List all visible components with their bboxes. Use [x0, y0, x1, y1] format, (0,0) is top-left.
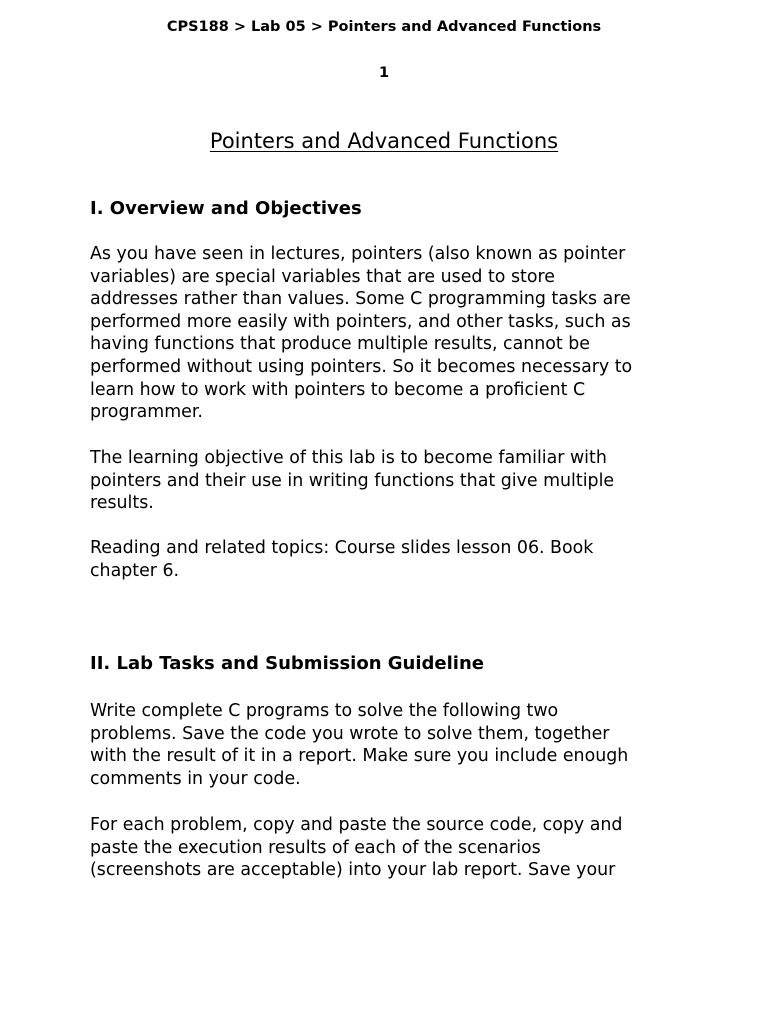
lab-tasks-paragraph-submission: For each problem, copy and paste the source code, copy and paste the execution results of each of the scenarios (screenshots are acceptable) into your lab report. Save your: [90, 815, 623, 881]
lab-tasks-paragraph-programs: Write complete C programs to solve the following two problems. Save the code you wrote to solve them, together with the result of it in a report. Make sure you include enough comments in your code.: [90, 701, 629, 789]
overview-paragraph-objective: The learning objective of this lab is to become familiar with pointers and their use in writing functions that give multiple results.: [90, 448, 615, 514]
section-heading-overview: I. Overview and Objectives: [90, 198, 362, 219]
section-heading-lab-tasks: II. Lab Tasks and Submission Guideline: [90, 653, 484, 674]
overview-paragraph-reading: Reading and related topics: Course slides lesson 06. Book chapter 6.: [90, 538, 594, 581]
document-title: Pointers and Advanced Functions: [209, 129, 559, 153]
overview-paragraph-pointers: As you have seen in lectures, pointers (also known as pointer variables) are special variables that are used to store addresses rather than values. Some C programming tasks are performed more easily with pointers, and other tasks, such as having functions that produce multiple results, cannot be performed without using pointers. So it becomes necessary to learn how to work with pointers to become a proficient C programmer.: [90, 244, 633, 423]
page-number: 1: [378, 65, 390, 81]
running-header: CPS188 > Lab 05 > Pointers and Advanced Functions: [166, 19, 602, 35]
